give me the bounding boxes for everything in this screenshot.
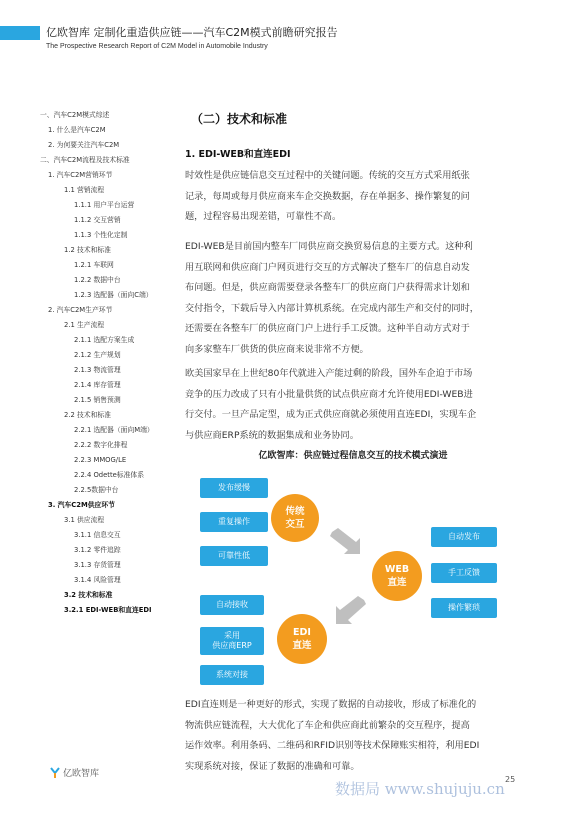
toc-item[interactable]: 2.2.3 MMOG/LE (74, 456, 127, 464)
circle-label: 传统 (285, 506, 305, 517)
diagram-box-auto-publish: 自动发布 (431, 527, 497, 547)
paragraph-line: 题，过程容易出现差错，可靠性不高。 (185, 211, 342, 222)
paragraph-3 (185, 364, 521, 446)
toc-item[interactable]: 1.2.2 数据中台 (74, 276, 121, 284)
toc-item[interactable]: 1.1 营销流程 (64, 186, 105, 194)
toc-item[interactable]: 1.1.1 用户平台运营 (74, 201, 135, 209)
toc-item[interactable]: 2.1.5 销售预测 (74, 396, 121, 404)
toc-item[interactable]: 3.2 技术和标准 (64, 591, 113, 599)
header-title: 亿欧智库 定制化重造供应链——汽车C2M模式前瞻研究报告 (46, 26, 338, 39)
toc-item[interactable]: 1.1.2 交互营销 (74, 216, 121, 224)
toc-item[interactable]: 1.2.3 选配器（面向C端） (74, 291, 153, 299)
section-title: （二）技术和标准 (191, 112, 288, 126)
toc-item[interactable]: 1.2.1 车联网 (74, 261, 114, 269)
toc-item[interactable]: 3.1.2 零件追踪 (74, 546, 121, 554)
diagram-box-slow-publish: 发布缓慢 (200, 478, 268, 498)
paragraph-line: 欧美国家早在上世纪80年代就进入产能过剩的阶段，国外车企迫于市场 (185, 368, 473, 379)
paragraph-line: 布问题。但是，供应商需要登录各整车厂的供应商门户获得需求计划和 (185, 282, 470, 293)
toc-item[interactable]: 3. 汽车C2M供应环节 (48, 501, 115, 509)
toc-item[interactable]: 2. 为何要关注汽车C2M (48, 141, 120, 149)
circle-web (372, 551, 422, 601)
toc-item[interactable]: 2.1.3 物流管理 (74, 366, 121, 374)
diagram-box-repeat-ops: 重复操作 (200, 512, 268, 532)
toc-item[interactable]: 2.1.1 选配方案生成 (74, 336, 135, 344)
diagram-box-auto-receive: 自动接收 (200, 595, 264, 615)
watermark: 数据局 www.shujuju.cn (335, 780, 505, 798)
paragraph-line: 竞争的压力改成了只有小批量供货的试点供应商才允许使用EDI-WEB进 (185, 388, 473, 400)
toc-item[interactable]: 1. 汽车C2M营销环节 (48, 171, 113, 179)
diagram-box-cumbersome: 操作繁琐 (431, 598, 497, 618)
toc-item[interactable]: 2.2 技术和标准 (64, 411, 111, 419)
header-subtitle: The Prospective Research Report of C2M Model in Automobile Industry (46, 43, 268, 50)
paragraph-line: 物流供应链流程，大大优化了车企和供应商此前繁杂的交互程序，提高 (185, 719, 470, 731)
paragraph-line: 记录，每周或每月供应商来车企交换数据，存在单据多、操作繁复的问 (185, 190, 470, 202)
circle-label: 直连 (292, 640, 312, 651)
box-label: 采用 (224, 631, 240, 640)
circle-label: WEB (384, 564, 410, 575)
diagram-title: 亿欧智库：供应链过程信息交互的技术模式演进 (258, 451, 448, 461)
paragraph-line: 向多家整车厂供货的供应商来说非常不方便。 (185, 343, 369, 355)
paragraph-line: EDI直连则是一种更好的形式，实现了数据的自动接收，形成了标准化的 (185, 699, 477, 710)
paragraph-line: 交付指令，下载后导入内部计算机系统。在完成内部生产和交付的同时， (185, 302, 479, 314)
toc-item[interactable]: 二、汽车C2M流程及技术标准 (40, 156, 130, 164)
box-label: 供应商ERP (212, 641, 252, 650)
toc-item[interactable]: 1.2 技术和标准 (64, 246, 111, 254)
diagram-box-system-docking: 系统对接 (200, 665, 264, 685)
paragraph-4 (185, 695, 521, 777)
circle-label: EDI (293, 627, 311, 638)
toc-item[interactable]: 1. 什么是汽车C2M (48, 126, 106, 134)
page-number: 25 (505, 775, 516, 784)
circle-label: 交互 (285, 519, 305, 530)
sub-title: 1. EDI-WEB和直连EDI (185, 149, 291, 160)
diagram-box-supplier-erp (200, 627, 264, 655)
paragraph-line: EDI-WEB是目前国内整车厂同供应商交换贸易信息的主要方式。这种利 (185, 241, 473, 252)
logo-icon (50, 767, 60, 779)
toc-item[interactable]: 2.1 生产流程 (64, 321, 105, 329)
paragraph-1 (185, 166, 521, 228)
paragraph-line: 与供应商ERP系统的数据集成和业务协同。 (185, 429, 359, 441)
paragraph-line: 时效性是供应链信息交互过程中的关键问题。传统的交互方式采用纸张 (185, 170, 470, 181)
toc-item[interactable]: 2.2.1 选配器（面向M端） (74, 426, 154, 434)
paragraph-line: 运作效率。利用条码、二维码和RFID识别等技术保障账实相符，利用EDI (185, 740, 480, 751)
toc-item[interactable]: 2.2.5数据中台 (74, 486, 119, 494)
header-accent-bar (0, 26, 40, 40)
toc-item[interactable]: 2.2.2 数字化排程 (74, 441, 128, 449)
logo-text: 亿欧智库 (63, 769, 100, 779)
paragraph-line: 实现系统对接，保证了数据的准确和可靠。 (185, 760, 360, 772)
toc-item[interactable]: 3.1.4 风险管理 (74, 576, 121, 584)
toc-item[interactable]: 3.1.3 存货管理 (74, 561, 121, 569)
toc-item[interactable]: 2.1.2 生产规划 (74, 351, 121, 359)
toc-item[interactable]: 一、汽车C2M模式综述 (40, 111, 110, 119)
arrow-down-right-icon (330, 528, 366, 556)
toc-item[interactable]: 1.1.3 个性化定制 (74, 231, 128, 239)
toc-item[interactable]: 2.1.4 库存管理 (74, 381, 121, 389)
circle-label: 直连 (387, 577, 407, 588)
arrow-down-left-icon (330, 596, 366, 626)
toc-item[interactable]: 3.2.1 EDI-WEB和直连EDI (64, 606, 152, 614)
circle-traditional (271, 494, 319, 542)
paragraph-line: 还需要在各整车厂的供应商门户上进行手工反馈。这种半自动方式对于 (185, 323, 470, 334)
paragraph-line: 行交付。一旦产品定型，成为正式供应商就必须使用直连EDI，实现车企 (185, 409, 477, 420)
circle-edi (277, 614, 327, 664)
diagram-box-manual-feedback: 手工反馈 (431, 563, 497, 583)
diagram-box-low-reliability: 可靠性低 (200, 546, 268, 566)
toc-item[interactable]: 3.1.1 信息交互 (74, 531, 121, 539)
toc-item[interactable]: 2.2.4 Odette标准体系 (74, 471, 144, 479)
toc-item[interactable]: 3.1 供应流程 (64, 516, 105, 524)
toc-item[interactable]: 2. 汽车C2M生产环节 (48, 306, 113, 314)
paragraph-line: 用互联网和供应商门户网页进行交互的方式解决了整车厂的信息自动发 (185, 261, 470, 273)
paragraph-2 (185, 237, 521, 360)
footer-logo (50, 766, 99, 779)
